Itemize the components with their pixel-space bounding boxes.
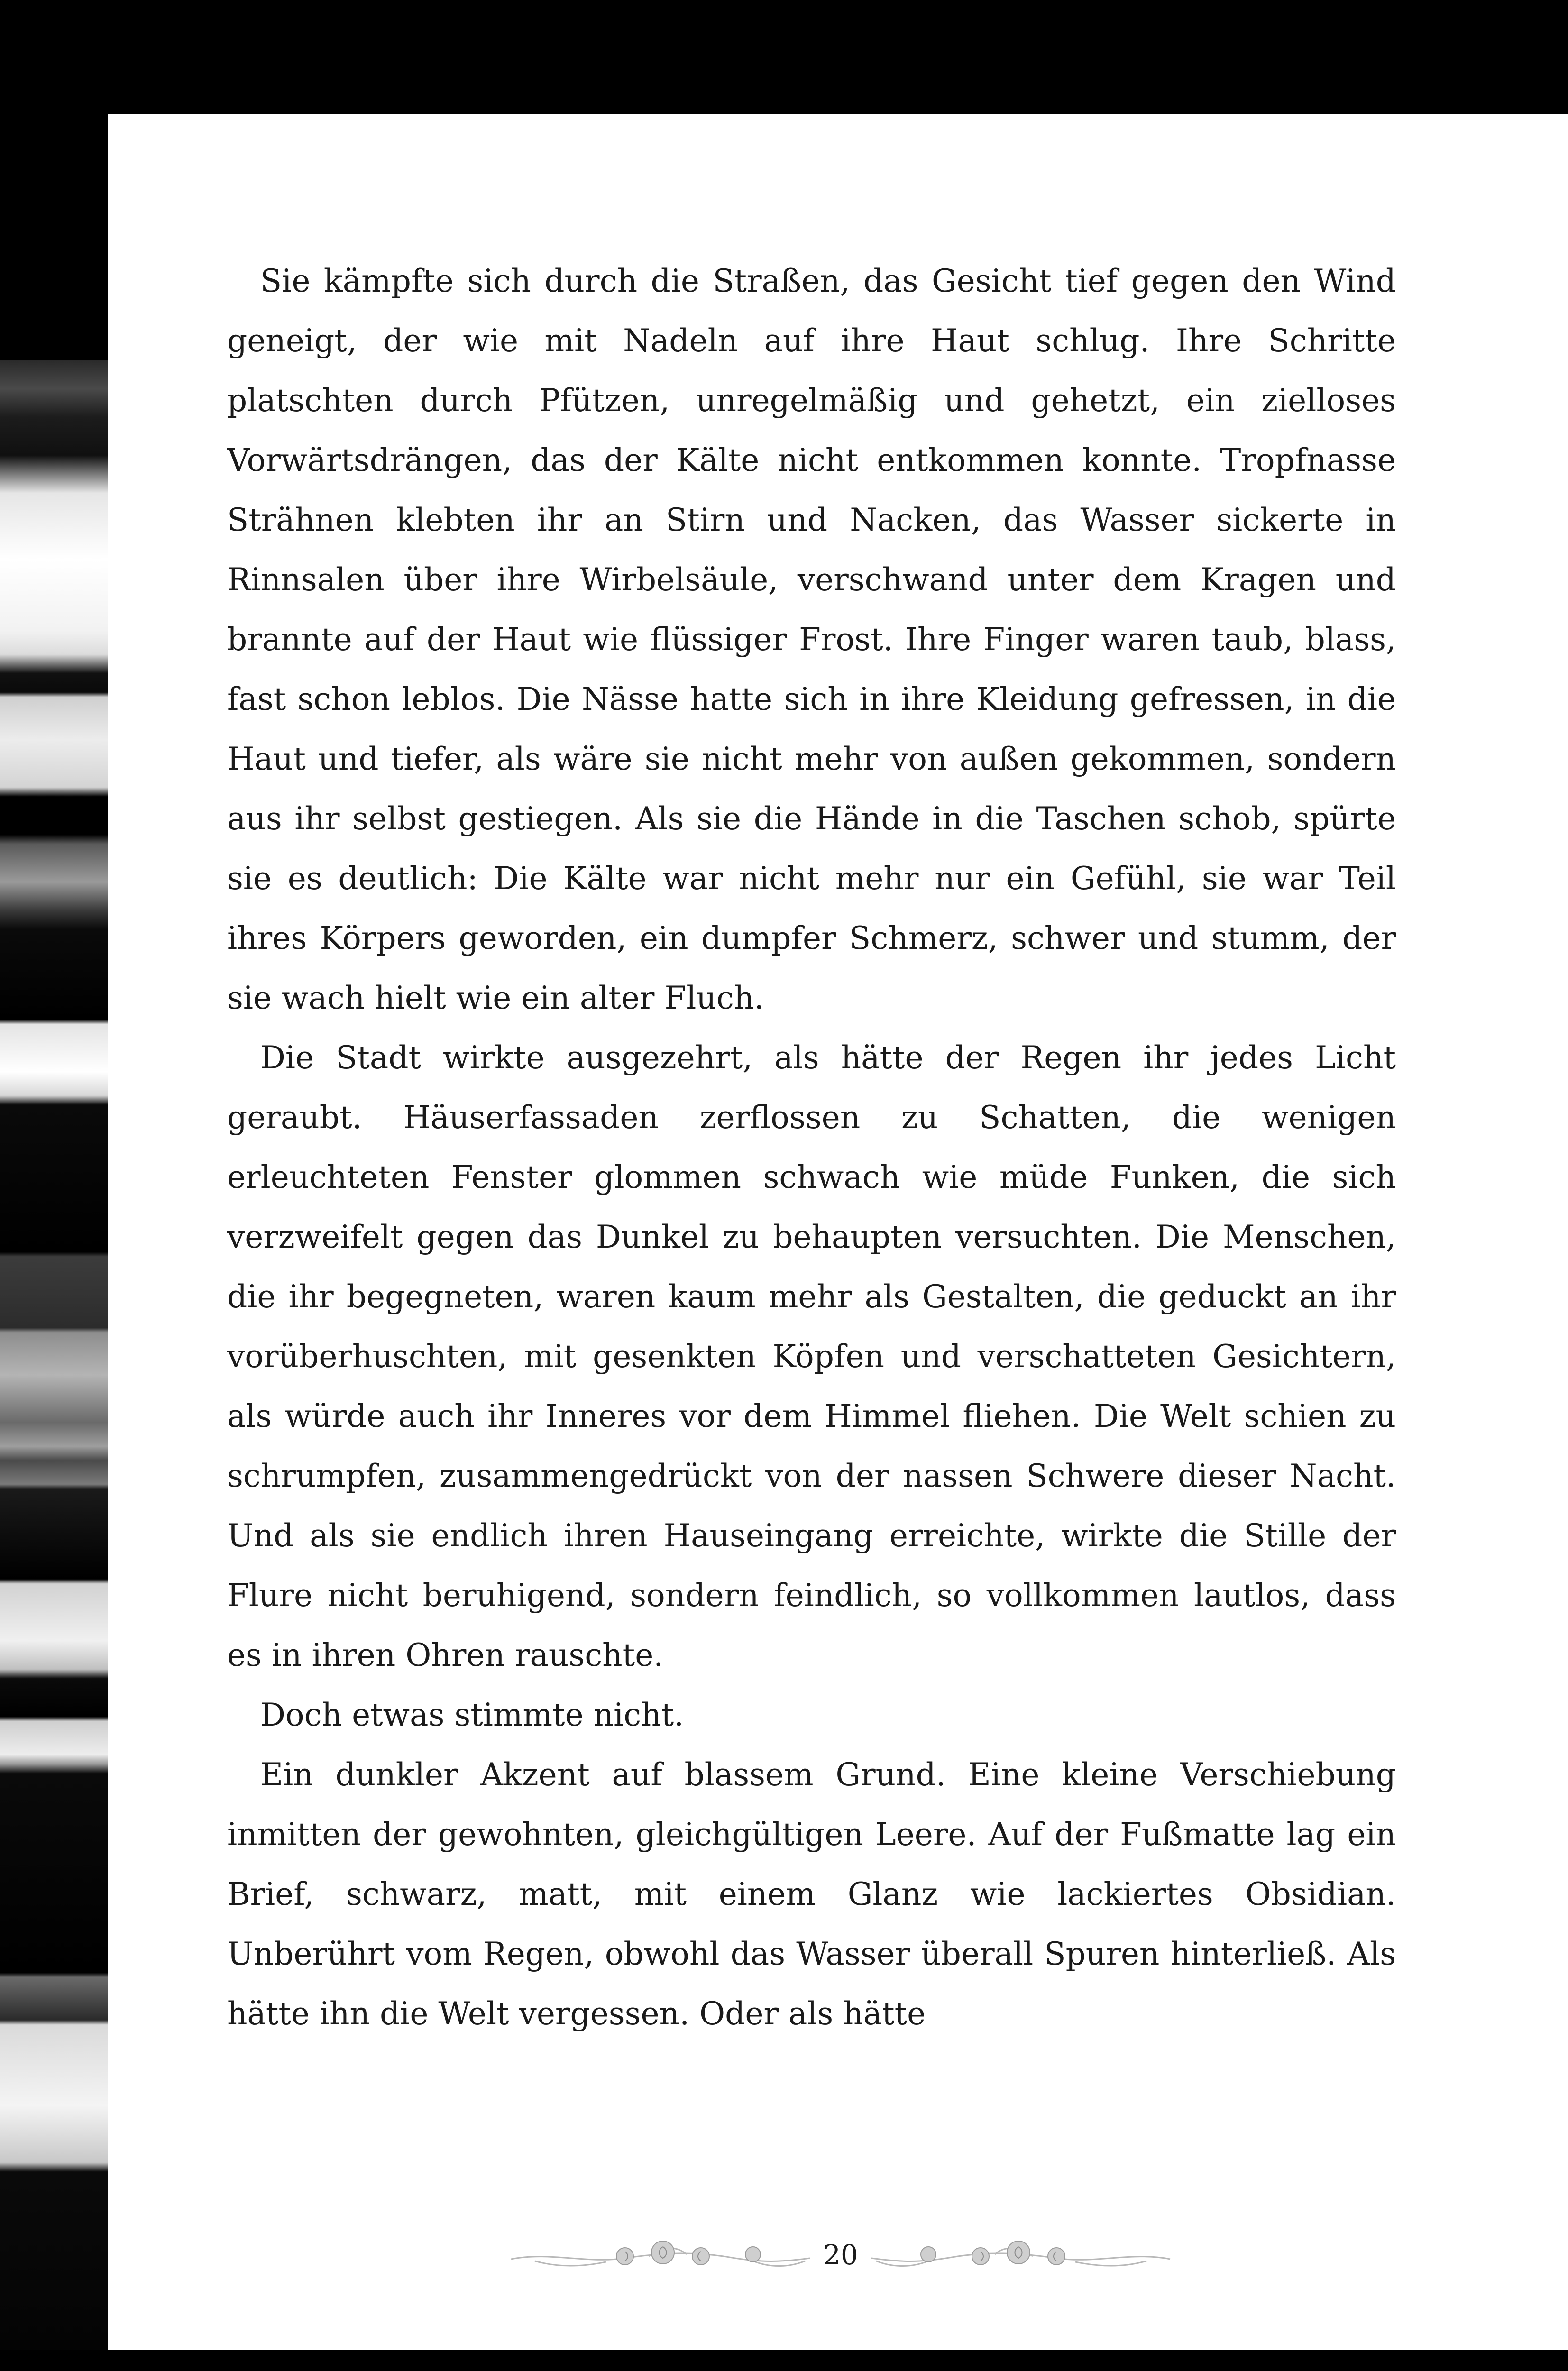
paragraph: Sie kämpfte sich durch die Straßen, das Gesicht tief gegen den Wind geneigt, der wie mit Nadeln auf ihre Haut schlug. Ihre Schritte platschten durch Pfützen, unregelmäßig und gehetzt, ein zielloses Vorwärtsdrängen, das der Kälte nicht entkommen konnte. Tropfnasse Strähnen klebten ihr an Stirn und Nacken, das Wasser sickerte in Rinnsalen über ihre Wirbelsäule, verschwand unter dem Kragen und brannte auf der Haut wie flüssiger Frost. Ihre Finger waren taub, blass, fast schon leblos. Die Nässe hatte sich in ihre Kleidung gefressen, in die Haut und tiefer, als wäre sie nicht mehr von außen gekommen, sondern aus ihr selbst gestiegen. Als sie die Hände in die Taschen schob, spürte sie es deutlich: Die Kälte war nicht mehr nur ein Gefühl, sie war Teil ihres Körpers geworden, ein dumpfer Schmerz, schwer und stumm, der sie wach hielt wie ein alter Fluch. (227, 263, 1396, 1016)
body-text (227, 251, 1396, 2044)
paragraph: Doch etwas stimmte nicht. (260, 1697, 684, 1733)
paragraph: Ein dunkler Akzent auf blassem Grund. Eine kleine Verschiebung inmitten der gewohnten, gleichgültigen Leere. Auf der Fußmatte lag ein Brief, schwarz, matt, mit einem Glanz wie lackiertes Obsidian. Unberührt vom Regen, obwohl das Wasser überall Spuren hinterließ. Als hätte ihn die Welt vergessen. Oder als hätte (227, 1756, 1396, 2032)
paragraph: Die Stadt wirkte ausgezehrt, als hätte der Regen ihr jedes Licht geraubt. Häuserfassaden zerflossen zu Schatten, die wenigen erleuchteten Fenster glommen schwach wie müde Funken, die sich verzweifelt gegen das Dunkel zu behaupten versuchten. Die Menschen, die ihr begegneten, waren kaum mehr als Gestalten, die geduckt an ihr vorüberhuschten, mit gesenkten Köpfen und verschatteten Gesichtern, als würde auch ihr Inneres vor dem Himmel fliehen. Die Welt schien zu schrumpfen, zusammengedrückt von der nassen Schwere dieser Nacht. Und als sie endlich ihren Hauseingang erreichte, wirkte die Stille der Flure nicht beruhigend, sondern feindlich, so vollkommen lautlos, dass es in ihren Ohren rauschte. (227, 1039, 1396, 1673)
book-page (108, 114, 1568, 2350)
scan-border-left (0, 0, 108, 2371)
scan-border-top (0, 0, 1568, 114)
page-number: 20 (823, 2239, 858, 2271)
floral-ornament-left-icon (506, 2237, 815, 2275)
page-footer (108, 2237, 1568, 2275)
floral-ornament-right-icon (867, 2237, 1175, 2275)
scan-border-bottom (0, 2350, 1568, 2371)
